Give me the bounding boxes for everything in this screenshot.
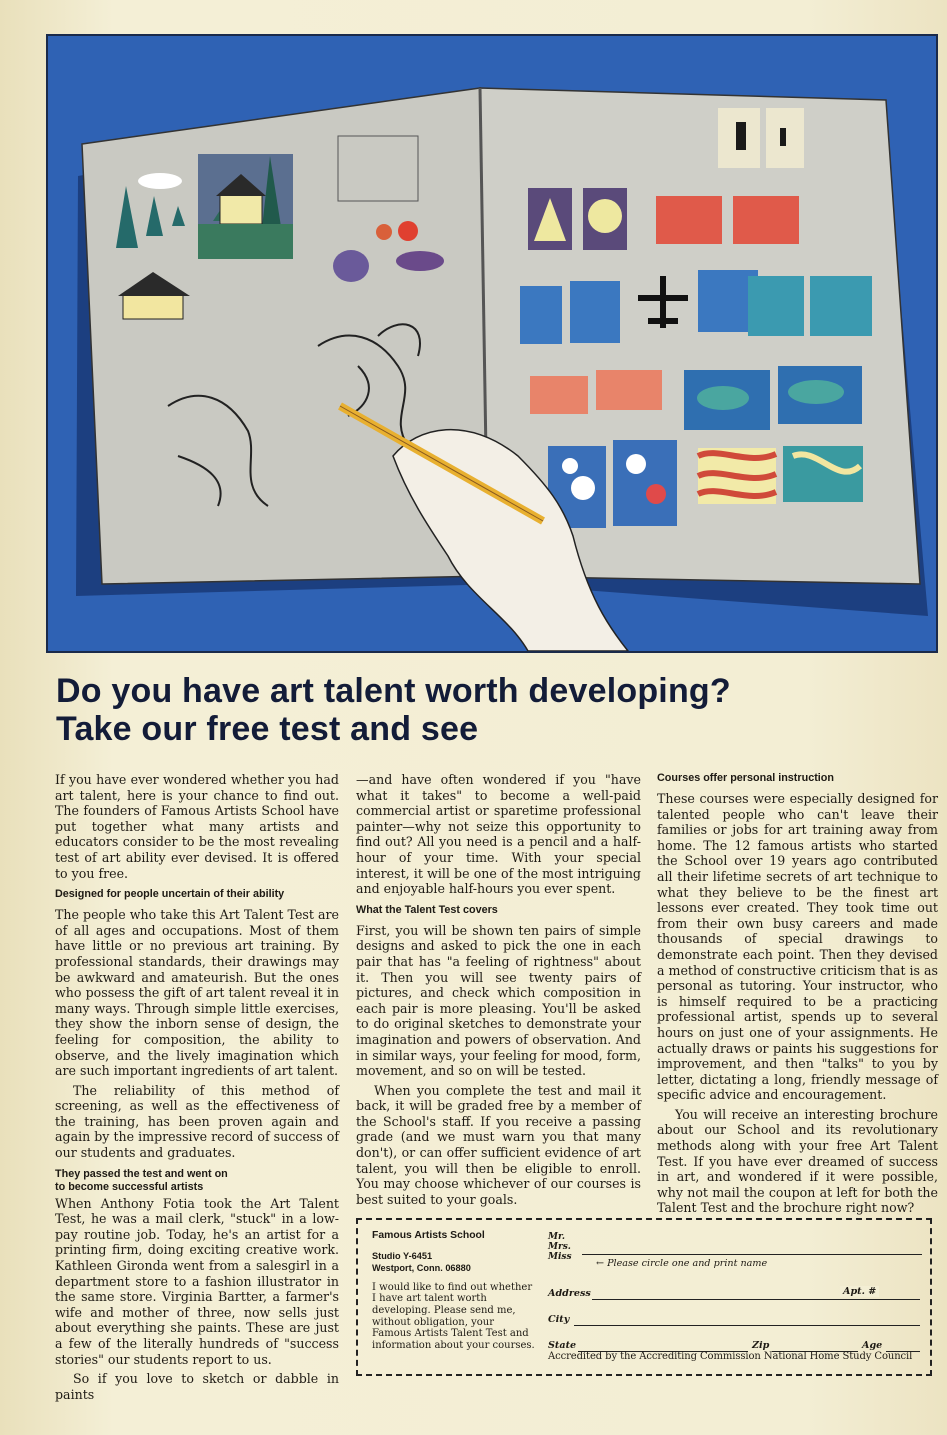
coupon-school-name: Famous Artists School <box>372 1230 485 1241</box>
city-label: City <box>548 1314 570 1325</box>
body-column-1 <box>55 772 339 1406</box>
subhead-passed-line-2: to become successful artists <box>55 1180 204 1193</box>
address-label: Address <box>548 1288 591 1299</box>
zip-field[interactable] <box>772 1337 858 1352</box>
subhead-passed-line-1: They passed the test and went on <box>55 1167 228 1180</box>
age-label: Age <box>862 1340 883 1351</box>
paragraph-reliability: The reliability of this method of screening, as well as the effectiveness of the training, has been proven again and again by the impressive record of success of our students and graduates. <box>55 1082 339 1161</box>
headline-line-2: Take our free test and see <box>56 710 479 748</box>
mail-coupon[interactable] <box>356 1218 932 1376</box>
paragraph-success-stories: When Anthony Fotia took the Art Talent Test, he was a mail clerk, "stuck" in a low-pay routine job. Today, he's an artist for a printing firm, doing exciting creative work. Kathleen Gironda went from a salesgirl in a department store to a fashion illustrator in the same store. Virginia Bartter, a farmer's wife and mother of three, now sells just about everything she paints. These are just a few of the literally hundreds of "success stories" our students report to us. <box>55 1195 339 1367</box>
circle-instruction: ← Please circle one and print name <box>596 1258 768 1269</box>
subhead-uncertain: Designed for people uncertain of their ability <box>55 888 285 901</box>
paragraph-courses: These courses were especially designed for talented people who can't leave their families or jobs for art training away from home. The 12 famous artists who started the School over 19 years ago contributed all their lifetime secrets of art technique to what they believe to be the finest art lessons ever created. They took time out from their own busy careers and made thousands of special drawings to demonstrate each point. Then they devised a method of constructive criticism that is as personal as tutoring. Your instructor, who is himself required to be a practicing professional artist, spends up to several hours on just one of your assignments. He actually draws or paints his suggestions for improvement, and then "talks" to you by letter, dictating a long, friendly message of specific advice and encouragement. <box>657 791 938 1103</box>
headline-line-1: Do you have art talent worth developing? <box>56 672 731 710</box>
age-field[interactable] <box>886 1337 920 1352</box>
body-column-2 <box>356 772 641 1211</box>
coupon-request-text: I would like to find out whether I have art talent worth developing. Please send me, without obligation, your Famous Artists Talent Test and information about your courses. <box>372 1281 535 1351</box>
subhead-courses: Courses offer personal instruction <box>657 772 834 784</box>
test-booklet-illustration <box>46 34 938 653</box>
title-mrs[interactable]: Mrs. <box>548 1242 571 1252</box>
coupon-studio: Studio Y-6451 <box>372 1250 433 1261</box>
paragraph-opportunity: —and have often wondered if you "have what it takes" to become a well-paid commercial artist or sparetime professional painter—why not seize this opportunity to find out? All you need is a pencil and a half-hour of your time. With your special interest, it will be one of the most intriguing and enjoyable half-hours you ever spent. <box>356 772 641 897</box>
title-miss[interactable]: Miss <box>548 1252 572 1262</box>
accreditation-note: Accredited by the Accrediting Commission National Home Study Council <box>548 1351 913 1362</box>
paragraph-grading: When you complete the test and mail it back, it will be graded free by a member of the School's staff. If you receive a passing grade (and we must warn you that many don't), or can offer sufficient evidence of art talent, you will then be eligible to enroll. You may choose whichever of our courses is best suited to your goals. <box>356 1082 641 1207</box>
paragraph-participants: The people who take this Art Talent Test are of all ages and occupations. Most of them have little or no previous art training. By professional standards, their drawings may be awkward and amateurish. But the ones who possess the gift of art talent reveal it in many ways. Through simple little exercises, they show the inborn sense of design, the feeling for composition, the ability to observe, and the lively imagination which are such important ingredients of art talent. <box>55 907 339 1079</box>
city-field[interactable] <box>574 1311 920 1326</box>
apt-label: Apt. # <box>840 1286 879 1297</box>
state-label: State <box>548 1340 577 1351</box>
subhead-test-covers: What the Talent Test covers <box>356 903 498 916</box>
intro-paragraph: If you have ever wondered whether you had art talent, here is your chance to find out. The founders of Famous Artists School have put together what many artists and educators consider to be the most revealing test of art ability ever devised. It is offered to you free. <box>55 772 339 881</box>
title-mr[interactable]: Mr. <box>548 1232 566 1242</box>
body-column-3 <box>657 772 938 1220</box>
coupon-form <box>548 1232 924 1372</box>
headline <box>56 672 916 748</box>
paragraph-brochure: You will receive an interesting brochure about our School and its revolutionary methods along with your free Art Talent Test. If you have ever dreamed of success in art, and wondered if it were possible, why not mail the coupon at left for both the Talent Test and the brochure right now? <box>657 1106 938 1216</box>
subhead-passed <box>55 1168 339 1194</box>
state-field[interactable] <box>578 1337 748 1352</box>
paragraph-test-content: First, you will be shown ten pairs of simple designs and asked to pick the one in each pair that has "a feeling of rightness" about it. Then you will see twenty pairs of pictures, and check which composition in each pair is more pleasing. You'll be asked to do original sketches to demonstrate your imagination and powers of observation. And in similar ways, your feeling for mood, form, movement, and so on will be tested. <box>356 922 641 1079</box>
paragraph-sketch: So if you love to sketch or dabble in paints <box>55 1371 339 1402</box>
title-options[interactable] <box>548 1232 572 1262</box>
zip-label: Zip <box>752 1340 770 1351</box>
coupon-address-block <box>372 1230 536 1351</box>
open-booklet-drawing <box>48 36 936 651</box>
name-field[interactable] <box>582 1240 922 1255</box>
coupon-city: Westport, Conn. 06880 <box>372 1262 471 1273</box>
